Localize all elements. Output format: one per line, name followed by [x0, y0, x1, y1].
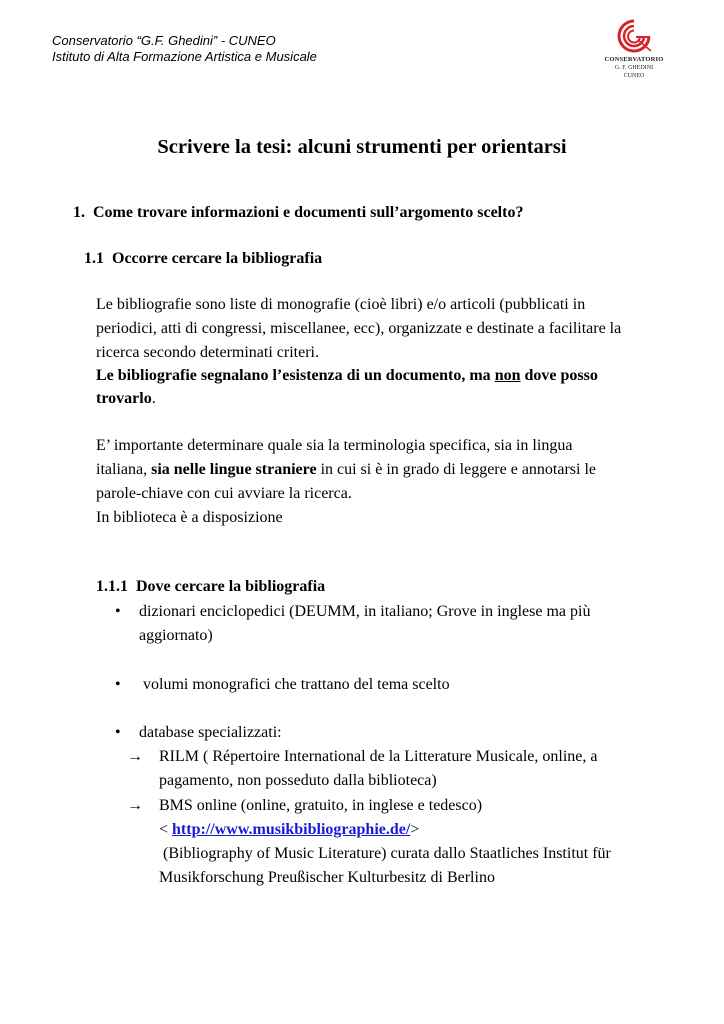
bullet-2-text: volumi monografici che trattano del tema scelto [143, 676, 450, 693]
section-1-1-1-heading [96, 575, 325, 599]
section-1-1-1-text: Dove cercare la bibliografia [136, 578, 326, 595]
conservatorio-logo [599, 18, 669, 82]
link-open-bracket: < [159, 821, 173, 838]
para1-line-4-c: dove posso [520, 367, 598, 384]
conservatorio-logo-icon [614, 18, 654, 56]
arrow-2-line-3: (Bibliography of Music Literature) curata dallo Staatliches Institut für [163, 845, 611, 862]
para1-line-5 [96, 387, 156, 411]
header-line-2: Istituto di Alta Formazione Artistica e Musicale [52, 49, 317, 64]
section-1-1-1-number: 1.1.1 [96, 578, 128, 595]
arrow-2-line-1: BMS online (online, gratuito, in inglese e tedesco) [159, 797, 483, 814]
para1-line-4 [96, 364, 598, 388]
para1-period: . [151, 390, 156, 407]
para1-line-2: periodici, atti di congressi, miscellanee, ecc), organizzate e destinate a facilitare la [96, 320, 622, 337]
musikbibliographie-link[interactable]: http://www.musikbibliographie.de/ [172, 821, 411, 838]
arrow-1-line-1: RILM ( Répertoire International de la Litterature Musicale, online, a [159, 748, 598, 765]
para2-line-3: parole-chiave con cui avviare la ricerca. [96, 485, 352, 502]
para1-line-4-a: Le bibliografie segnalano l’esistenza di un documento, ma [96, 367, 495, 384]
para1-line-1: Le bibliografie sono liste di monografie (cioè libri) e/o articoli (pubblicati in [96, 296, 586, 313]
bullet-1-line-2: aggiornato) [139, 627, 213, 644]
para2-line-1: E’ importante determinare quale sia la terminologia specifica, sia in lingua [96, 437, 573, 454]
para2-line-4: In biblioteca è a disposizione [96, 509, 283, 526]
logo-text-1: CONSERVATORIO [604, 56, 664, 63]
para2-line-2 [96, 458, 596, 482]
bullet-3-symbol: • [115, 724, 121, 741]
para1-non: non [494, 367, 521, 384]
arrow-2-icon: → [127, 797, 143, 814]
document-title: Scrivere la tesi: alcuni strumenti per orientarsi [157, 136, 567, 158]
arrow-1-line-2: pagamento, non posseduto dalla biblioteca) [159, 772, 437, 789]
section-1-text: Come trovare informazioni e documenti sull’argomento scelto? [93, 204, 524, 221]
section-1-1-number: 1.1 [84, 250, 104, 267]
section-1-1-heading [84, 247, 322, 271]
arrow-1-icon: → [127, 748, 143, 765]
bullet-3-text: database specializzati: [139, 724, 282, 741]
section-1-number: 1. [73, 204, 85, 221]
para1-line-3: ricerca secondo determinati criteri. [96, 344, 319, 361]
arrow-2-line-2 [159, 818, 419, 842]
para2-lingue-straniere: sia nelle lingue straniere [151, 461, 317, 478]
arrow-2-line-4: Musikforschung Preußischer Kulturbesitz di Berlino [159, 869, 495, 886]
header-line-1: Conservatorio “G.F. Ghedini” - CUNEO [52, 33, 276, 48]
logo-text-3: CUNEO [623, 73, 645, 79]
section-1-heading [73, 201, 523, 225]
bullet-1-line-1: dizionari enciclopedici (DEUMM, in italiano; Grove in inglese ma più [139, 603, 591, 620]
bullet-2-symbol: • [115, 676, 121, 693]
para1-trovarlo: trovarlo [96, 390, 152, 407]
para2-line-2-a: italiana, [96, 461, 152, 478]
section-1-1-text: Occorre cercare la bibliografia [112, 250, 323, 267]
logo-text-2: G. F. GHEDINI [614, 65, 654, 71]
bullet-1-symbol: • [115, 603, 121, 620]
link-close-bracket: > [410, 821, 420, 838]
para2-line-2-c: in cui si è in grado di leggere e annotarsi le [316, 461, 597, 478]
